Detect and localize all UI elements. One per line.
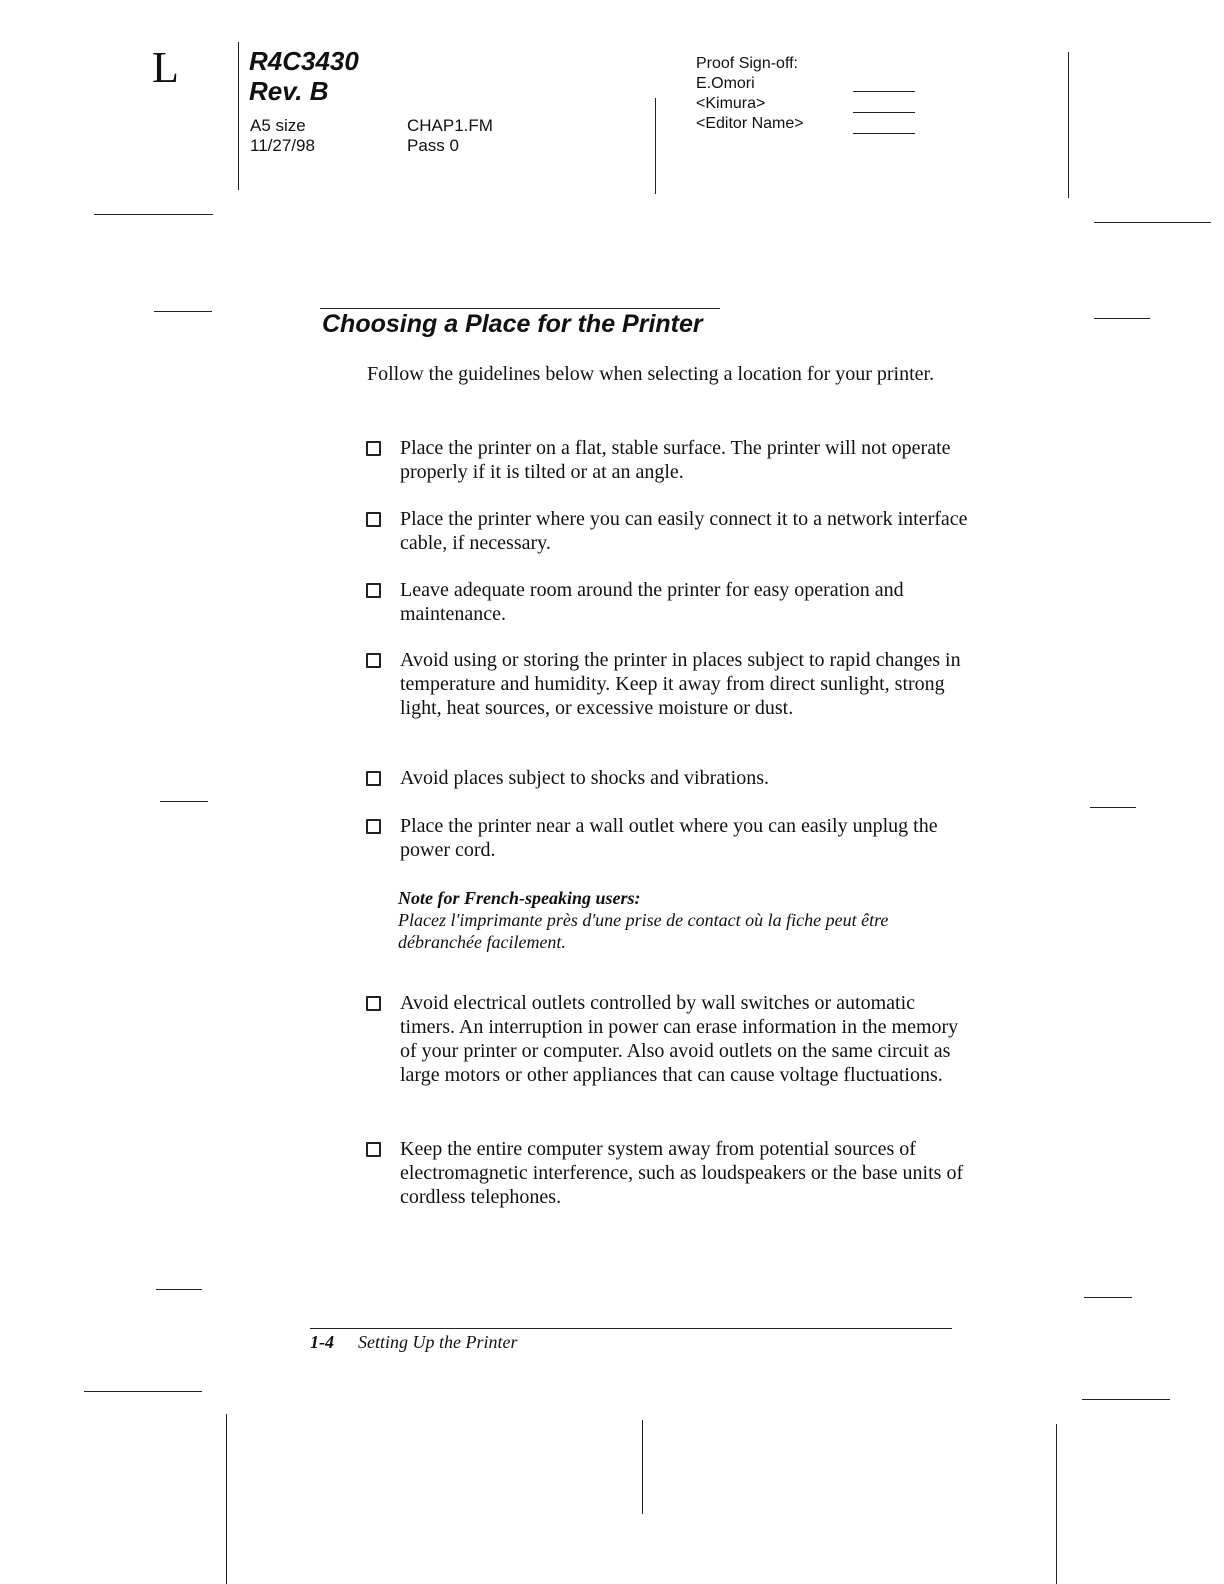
crop-mark: [84, 1391, 202, 1392]
crop-mark: [1082, 1399, 1170, 1400]
signoff-line: [853, 133, 915, 134]
bottom-divider: [642, 1420, 643, 1514]
proof-name: E.Omori: [696, 75, 755, 92]
header-divider: [1068, 52, 1069, 198]
section-heading: Choosing a Place for the Printer: [322, 310, 703, 338]
intro-paragraph: Follow the guidelines below when selecting a location for your printer.: [367, 363, 935, 385]
list-item-text: Avoid places subject to shocks and vibrations.: [400, 767, 770, 789]
crop-mark: [160, 801, 208, 802]
crop-mark: [154, 311, 212, 312]
doc-pass: Pass 0: [407, 136, 459, 155]
proof-name: <Editor Name>: [696, 115, 804, 132]
note-title: Note for French-speaking users:: [398, 888, 641, 908]
checkbox-bullet-icon: [366, 996, 381, 1011]
doc-revision: Rev. B: [249, 76, 329, 106]
list-item-text: Avoid using or storing the printer in places subject to rapid changes in temperature and humidity. Keep it away from direct sunlight, strong light, heat sources, or excessive moisture or dust.: [400, 649, 961, 719]
checkbox-bullet-icon: [366, 1142, 381, 1157]
footer-section: Setting Up the Printer: [358, 1332, 518, 1352]
french-note: [398, 887, 968, 953]
proof-title: Proof Sign-off:: [696, 55, 798, 72]
doc-file: CHAP1.FM: [407, 116, 493, 135]
crop-mark: [156, 1289, 202, 1290]
heading-rule: [320, 308, 720, 309]
header-divider: [238, 42, 239, 190]
checkbox-bullet-icon: [366, 583, 381, 598]
checkbox-bullet-icon: [366, 771, 381, 786]
doc-code-block: [249, 46, 359, 106]
doc-code: R4C3430: [249, 46, 359, 76]
list-item-text: Avoid electrical outlets controlled by wall switches or automatic timers. An interruption in power can erase information in the memory of your printer or computer. Also avoid outlets on the same circuit as large motors or other appliances that can cause voltage fluctuations.: [400, 992, 959, 1086]
crop-mark: [1094, 318, 1150, 319]
doc-date: 11/27/98: [250, 136, 315, 155]
footer-rule: [310, 1328, 952, 1329]
page-number: 1-4: [310, 1332, 334, 1352]
list-item-text: Place the printer where you can easily connect it to a network interface cable, if necessary.: [400, 508, 968, 554]
bottom-divider: [1056, 1424, 1057, 1584]
proof-name: <Kimura>: [696, 95, 766, 112]
list-item-text: Leave adequate room around the printer for easy operation and maintenance.: [400, 579, 904, 625]
bottom-divider: [226, 1414, 227, 1584]
note-text: Placez l'imprimante près d'une prise de contact où la fiche peut être débranchée facilement.: [398, 910, 889, 952]
checkbox-bullet-icon: [366, 441, 381, 456]
crop-mark: [1094, 222, 1211, 223]
checkbox-bullet-icon: [366, 653, 381, 668]
signoff-line: [853, 91, 915, 92]
side-letter: L: [152, 43, 179, 92]
doc-size: A5 size: [250, 116, 306, 135]
header-divider: [655, 98, 656, 194]
proof-signoff: [696, 54, 804, 134]
list-item-text: Place the printer on a flat, stable surface. The printer will not operate properly if it is tilted or at an angle.: [400, 437, 951, 483]
checkbox-bullet-icon: [366, 819, 381, 834]
crop-mark: [1090, 807, 1136, 808]
crop-mark: [94, 214, 213, 215]
page-footer: [310, 1332, 517, 1353]
signoff-line: [853, 112, 915, 113]
crop-mark: [1084, 1297, 1132, 1298]
list-item-text: Keep the entire computer system away from potential sources of electromagnetic interference, such as loudspeakers or the base units of cordless telephones.: [400, 1138, 964, 1208]
list-item-text: Place the printer near a wall outlet where you can easily unplug the power cord.: [400, 815, 938, 861]
checkbox-bullet-icon: [366, 512, 381, 527]
doc-meta-left: [250, 116, 315, 156]
doc-meta-right: [407, 116, 493, 156]
